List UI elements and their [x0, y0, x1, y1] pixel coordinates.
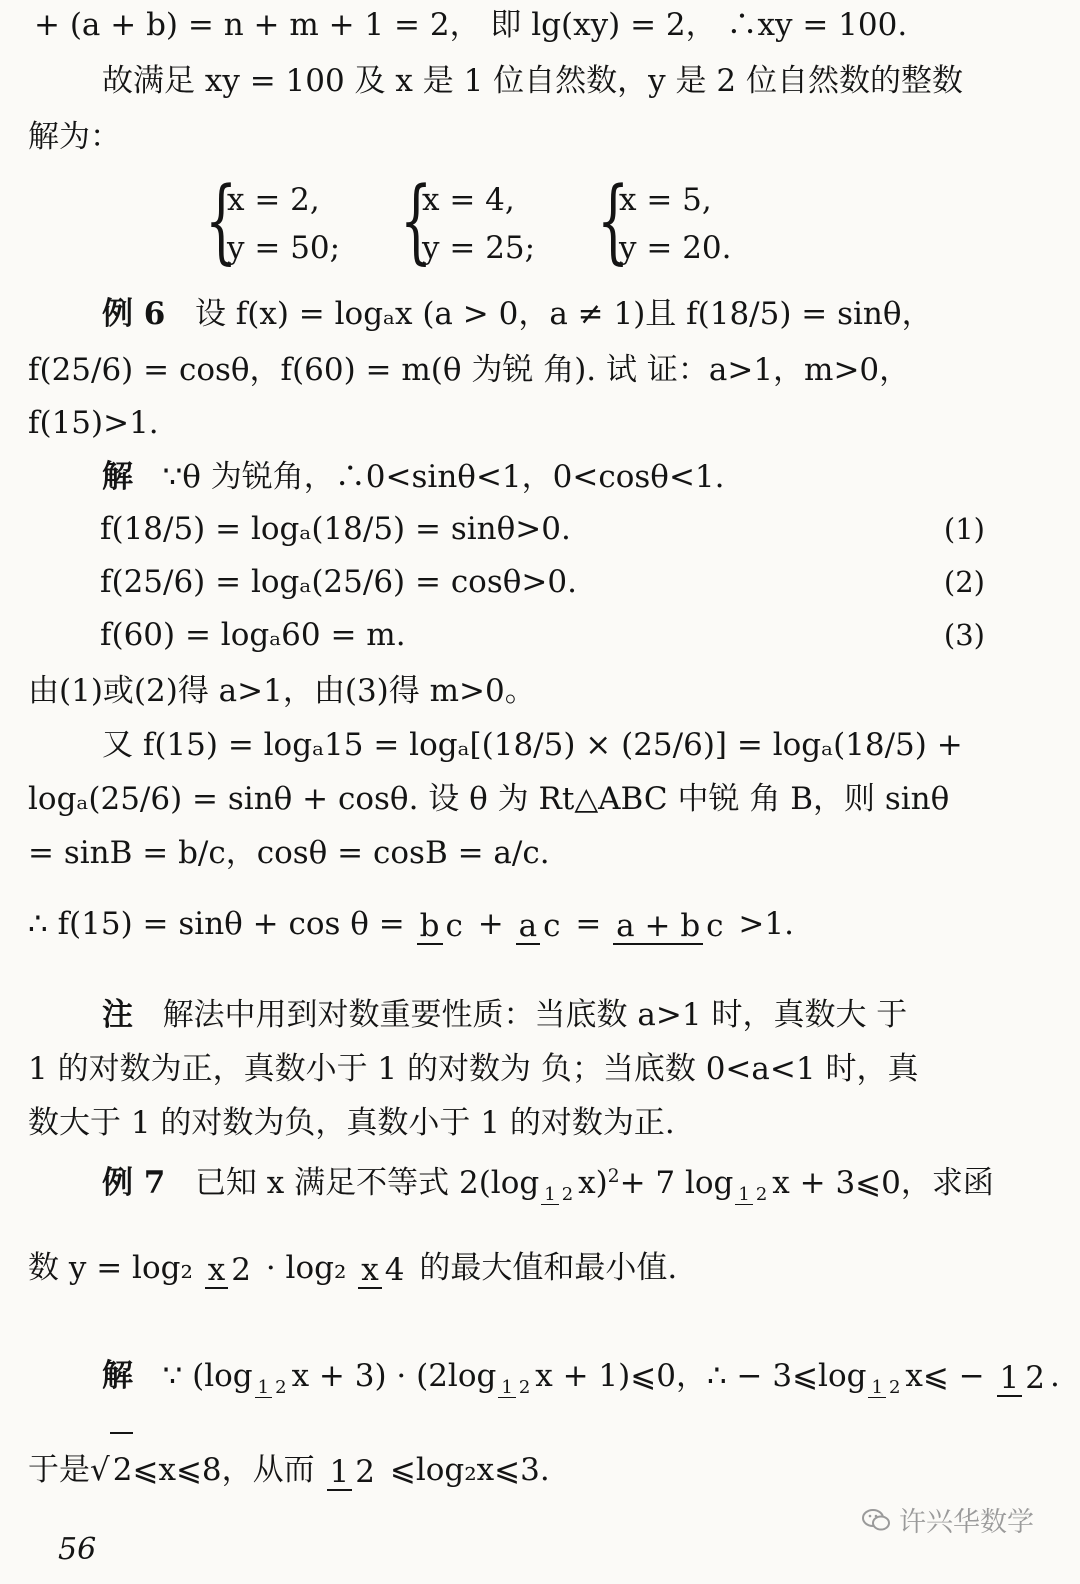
watermark-text: 许兴华数学: [899, 1507, 1034, 1538]
text-line-15: = sinB = b/c，cosθ = cosB = a/c.: [28, 835, 550, 871]
note-label: 注: [102, 997, 133, 1033]
equation-2: f(25/6) = logₐ(25/6) = cosθ>0.: [100, 564, 577, 600]
fraction-a-plus-b-over-c: a + b c: [613, 890, 726, 962]
brace-icon: {: [597, 167, 630, 274]
solution-label: 解: [102, 459, 133, 495]
equation-number-2: (2): [943, 565, 985, 599]
result-line: 于是√2⩽x⩽8，从而 1 2 ⩽log₂x⩽3.: [28, 1432, 1080, 1508]
example-label: 例 6: [102, 296, 166, 332]
text-line-18: 1 的对数为正，真数小于 1 的对数为 负；当底数 0<a<1 时，真: [28, 1051, 919, 1087]
text-line-7: f(15)>1.: [28, 405, 159, 441]
text-line-2: 故满足 xy = 100 及 x 是 1 位自然数，y 是 2 位自然数的整数: [102, 63, 963, 99]
text-line-6: f(25/6) = cosθ，f(60) = m(θ 为锐 角). 试 证：a>1，m>0，: [28, 352, 911, 388]
sqrt-radicand: 2: [110, 1432, 133, 1506]
function-line: 数 y = log₂ x 2 · log₂ x 4 的最大值和最小值.: [28, 1232, 1080, 1306]
equation-system-2: { x = 4, y = 25;: [400, 167, 536, 274]
fraction-a-over-c: a c: [516, 890, 564, 962]
example-7-line: 例 7 已知 x 满足不等式 2(log $_{1 2}$ x)$^2$+ 7 log $_{1 2}$ x + 3⩽0，求函: [102, 1156, 1080, 1216]
solution-7-line: 解 ∵ (log $_{1 2}$ x + 3) · (2log $_{1 2}$ x + 1)⩽0，∴ − 3⩽log $_{1 2}$ x⩽ − 1 2 .: [102, 1340, 1080, 1424]
watermark: [861, 1500, 1034, 1539]
equation-3: f(60) = logₐ60 = m.: [100, 617, 406, 653]
text-line-14: logₐ(25/6) = sinθ + cosθ. 设 θ 为 Rt△ABC 中锐 角 B，则 sinθ: [28, 781, 950, 817]
solution-label: 解: [102, 1358, 133, 1394]
text-line-12: 由(1)或(2)得 a>1，由(3)得 m>0。: [28, 673, 536, 709]
conclusion-line: ∴ f(15) = sinθ + cos θ = b c + a c = a + b c >1.: [28, 888, 1080, 962]
brace-icon: {: [205, 167, 238, 274]
text-line-13: 又 f(15) = logₐ15 = logₐ[(18/5) × (25/6)] = logₐ(18/5) +: [102, 727, 963, 763]
solution-6-line: 解 ∵θ 为锐角，∴0<sinθ<1，0<cosθ<1.: [102, 456, 1080, 498]
example-label: 例 7: [102, 1165, 166, 1202]
fraction-one-half: 1 2: [327, 1436, 378, 1508]
note-line: 注 解法中用到对数重要性质：当底数 a>1 时，真数大 于: [102, 994, 1080, 1036]
equation-system-1: { x = 2, y = 50;: [205, 167, 341, 274]
wechat-icon: [861, 1507, 891, 1533]
text-line-3: 解为：: [28, 119, 121, 155]
fraction-b-over-c: b c: [417, 890, 466, 962]
equation-number-1: (1): [943, 512, 985, 546]
equation-1: f(18/5) = logₐ(18/5) = sinθ>0.: [100, 511, 571, 547]
page-number: 56: [58, 1532, 97, 1567]
fraction-x-over-4: x 4: [358, 1234, 407, 1306]
brace-icon: {: [400, 167, 433, 274]
equation-number-3: (3): [943, 618, 985, 652]
fraction-x-over-2: x 2: [205, 1234, 254, 1306]
text-line-19: 数大于 1 的对数为负，真数小于 1 的对数为正.: [28, 1105, 675, 1141]
example-6-line: 例 6 设 f(x) = logₐx (a > 0，a ≠ 1)且 f(18/5) = sinθ，: [102, 293, 1080, 335]
equation-system-3: { x = 5, y = 20.: [597, 167, 732, 274]
text-line-1: + (a + b) = n + m + 1 = 2， 即 lg(xy) = 2， ∴xy = 100.: [34, 7, 908, 43]
fraction-one-half: 1 2: [997, 1342, 1048, 1414]
